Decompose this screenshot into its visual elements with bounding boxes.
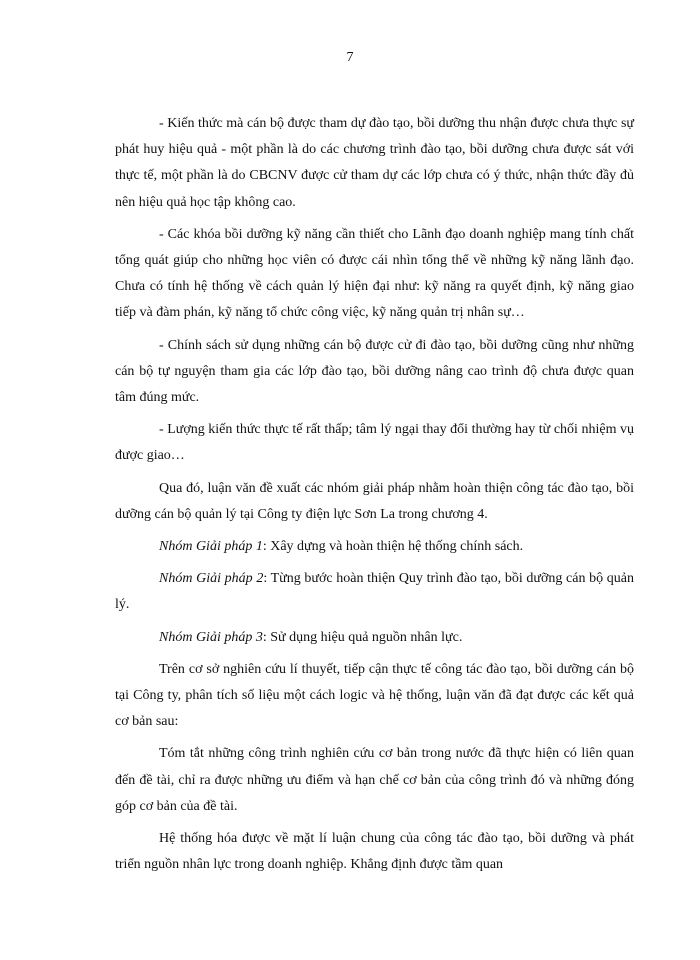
paragraph-practical-knowledge: - Lượng kiến thức thực tế rất thấp; tâm lý ngại thay đổi thường hay từ chối nhiệm vụ được giao…: [115, 422, 634, 464]
solution-group-2-label: Nhóm Giải pháp 2: [159, 571, 264, 587]
paragraph-policy: - Chính sách sử dụng những cán bộ được cử đi đào tạo, bồi dưỡng cũng như những cán bộ tự nguyện tham gia các lớp đào tạo, bồi dưỡng nâng cao trình độ chưa được quan tâm đúng mức.: [115, 337, 634, 406]
paragraph-proposal: Qua đó, luận văn đề xuất các nhóm giải pháp nhằm hoàn thiện công tác đào tạo, bồi dưỡng cán bộ quản lý tại Công ty điện lực Sơn La trong chương 4.: [115, 480, 634, 522]
solution-group-3-label: Nhóm Giải pháp 3: [159, 629, 263, 645]
solution-group-3: [115, 625, 634, 651]
page-number: 7: [346, 50, 354, 65]
solution-group-1: [115, 534, 634, 560]
solution-group-2: [115, 566, 634, 618]
body-text: [115, 111, 634, 884]
paragraph-knowledge: - Kiến thức mà cán bộ được tham dự đào tạo, bồi dưỡng thu nhận được chưa thực sự phát huy hiệu quả - một phần là do các chương trình đào tạo, bồi dưỡng chưa được sát với thực tế, một phần là do CBCNV được cử tham dự các lớp chưa có ý thức, nhận thức đầy đủ nên hiệu quả học tập không cao.: [115, 116, 634, 210]
paragraph-systematization: Hệ thống hóa được về mặt lí luận chung của công tác đào tạo, bồi dưỡng và phát triển nguồn nhân lực trong doanh nghiệp. Khẳng định được tầm quan: [115, 831, 634, 873]
solution-group-1-label: Nhóm Giải pháp 1: [159, 539, 263, 555]
solution-group-3-text: : Sử dụng hiệu quả nguồn nhân lực.: [262, 629, 463, 645]
solution-group-2-text: : Từng bước hoàn thiện Quy trình đào tạo, bồi dưỡng cán bộ quản lý.: [115, 571, 634, 613]
paragraph-research-basis: Trên cơ sở nghiên cứu lí thuyết, tiếp cận thực tế công tác đào tạo, bồi dưỡng cán bộ tại Công ty, phân tích số liệu một cách logic và hệ thống, luận văn đã đạt được các kết quả cơ bản sau:: [115, 661, 634, 730]
solution-group-1-text: : Xây dựng và hoàn thiện hệ thống chính sách.: [262, 539, 524, 555]
paragraph-summary: Tóm tắt những công trình nghiên cứu cơ bản trong nước đã thực hiện có liên quan đến đề tài, chỉ ra được những ưu điểm và hạn chế cơ bản của công trình đó và những đóng góp cơ bản của đề tài.: [115, 746, 634, 814]
paragraph-skills-courses: - Các khóa bồi dưỡng kỹ năng cần thiết cho Lãnh đạo doanh nghiệp mang tính chất tổng quát giúp cho những học viên có được cái nhìn tổng thể về những kỹ năng lãnh đạo. Chưa có tính hệ thống về cách quản lý hiện đại như: kỹ năng ra quyết định, kỹ năng giao tiếp và đàm phán, kỹ năng tổ chức công việc, kỹ năng quản trị nhân sự…: [115, 226, 634, 321]
